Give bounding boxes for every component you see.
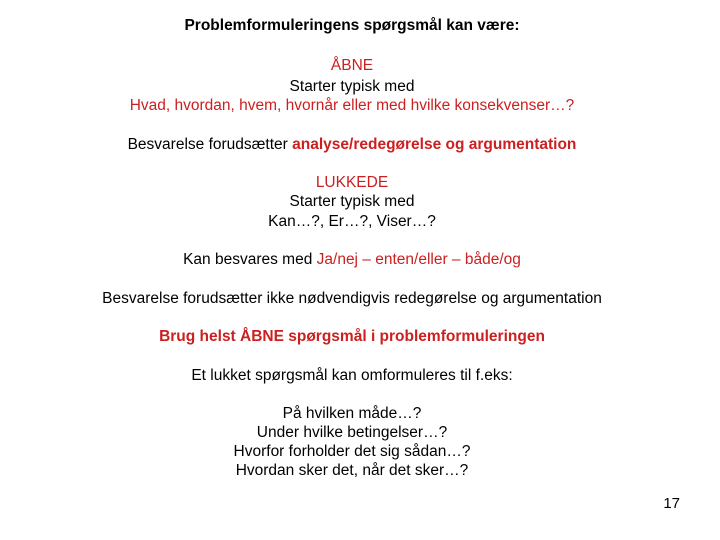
reformulation-item: Hvorfor forholder det sig sådan…? — [233, 443, 471, 460]
reformulation-item: På hvilken måde…? — [282, 405, 422, 422]
open-questions-title: ÅBNE — [330, 57, 374, 74]
closed-answer-prefix: Kan besvares med — [183, 251, 317, 268]
closed-answer-highlight: Ja/nej – enten/eller – både/og — [316, 251, 521, 268]
slide-heading: Problemformuleringens spørgsmål kan være: — [184, 17, 520, 34]
open-examples: Hvad, hvordan, hvem, hvornår eller med hvilke konsekvenser…? — [129, 97, 575, 114]
reformulation-item: Under hvilke betingelser…? — [256, 424, 448, 441]
closed-answer — [0, 250, 704, 270]
closed-questions-title: LUKKEDE — [315, 174, 389, 191]
open-requirement-prefix: Besvarelse forudsætter — [127, 136, 293, 153]
open-starts-with: Starter typisk med — [289, 78, 415, 95]
recommendation: Brug helst ÅBNE spørgsmål i problemformuleringen — [159, 328, 545, 345]
page-number: 17 — [663, 495, 680, 512]
reformulation-item: Hvordan sker det, når det sker…? — [235, 462, 469, 479]
closed-examples: Kan…?, Er…?, Viser…? — [268, 213, 436, 230]
reformulate-intro: Et lukket spørgsmål kan omformuleres til f.eks: — [191, 367, 513, 384]
closed-requirement: Besvarelse forudsætter ikke nødvendigvis redegørelse og argumentation — [102, 290, 602, 307]
open-requirement-highlight: analyse/redegørelse og argumentation — [292, 136, 577, 153]
open-requirement — [0, 135, 704, 155]
closed-starts-with: Starter typisk med — [289, 193, 415, 210]
